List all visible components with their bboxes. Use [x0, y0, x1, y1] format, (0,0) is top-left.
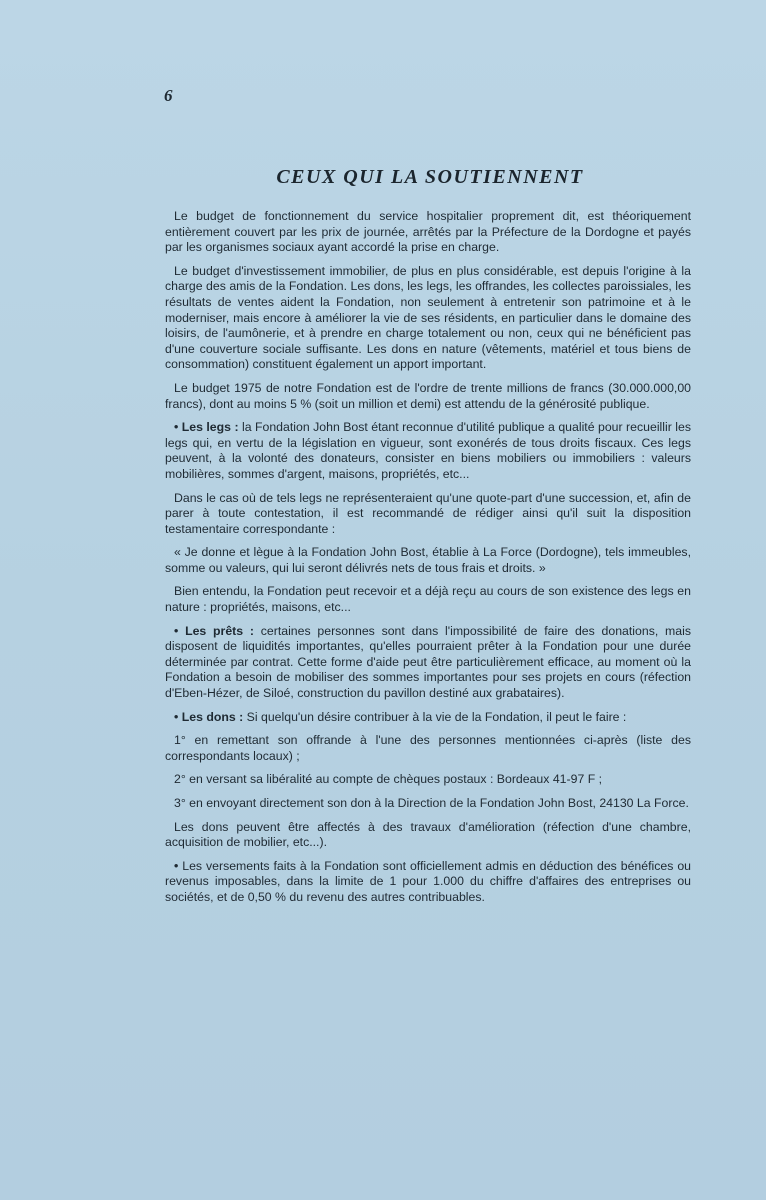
paragraph-text: Les versements faits à la Fondation sont officiellement admis en déduction des bénéfices ou revenus imposables, dans la limite de 1 pour 1.000 du chiffre d'affaires des entreprises ou sociétés, et de 0,50 % du revenu des autres contribuables. — [165, 858, 691, 904]
paragraph-3: Le budget 1975 de notre Fondation est de l'ordre de trente millions de francs (30.000.000,00 francs), dont au moins 5 % (soit un million et demi) est attendu de la générosité publique. — [165, 380, 691, 411]
bullet-icon: • — [174, 420, 179, 435]
section-lead-prets: Les prêts : — [185, 623, 254, 638]
section-lead-legs: Les legs : — [181, 420, 239, 435]
paragraph-quote: « Je donne et lègue à la Fondation John Bost, établie à La Force (Dordogne), tels immeubles, somme ou valeurs, qui lui seront délivrés nets de tous frais et droits. » — [165, 545, 691, 575]
paragraph-dons — [165, 710, 691, 726]
paragraph-text: certaines personnes sont dans l'impossibilité de faire des donations, mais disposent de liquidités importantes, qu'elles pourraient prêter à la Fondation pour une durée déterminée par contrat. Cette forme d'aide peut être particulièrement efficace, au moment où la Fondation a besoin de mobiliser des sommes importantes pour ses projets en cours (réfection d'Eben-Hézer, de Siloé, construction du pavillon destiné aux grabataires). — [165, 623, 692, 701]
paragraph-legs — [165, 420, 691, 482]
page-number: 6 — [164, 86, 173, 105]
bullet-icon: • — [174, 858, 179, 873]
paragraph-7: Bien entendu, la Fondation peut recevoir et a déjà reçu au cours de son existence des legs en nature : propriétés, maisons, etc... — [165, 584, 691, 615]
paragraph-versements — [165, 859, 691, 906]
list-item-3: 3° en envoyant directement son don à la Direction de la Fondation John Bost, 24130 La Force. — [174, 796, 689, 810]
paragraph-1: Le budget de fonctionnement du service hospitalier proprement dit, est théoriquement entièrement couvert par les prix de journée, arrêtés par la Préfecture de la Dordogne et payés par les organismes sociaux ayant accordé la prise en charge. — [165, 209, 691, 255]
body-text — [165, 209, 691, 914]
paragraph-text: Si quelqu'un désire contribuer à la vie de la Fondation, il peut le faire : — [243, 709, 627, 724]
paragraph-text: la Fondation John Bost étant reconnue d'utilité publique a qualité pour recueillir les legs qui, en vertu de la législation en vigueur, sont exonérés de tous droits fiscaux. Ces legs peuvent, à la volonté des donateurs, consister en biens mobiliers ou immobiliers : valeurs mobilières, sommes d'argent, maisons, propriétés, etc... — [165, 420, 691, 481]
section-lead-dons: Les dons : — [181, 709, 244, 724]
paragraph-2: Le budget d'investissement immobilier, de plus en plus considérable, est depuis l'origine à la charge des amis de la Fondation. Les dons, les legs, les offrandes, les collectes paroissiales, les résultats de ventes aident la Fondation, non seulement à entretenir son patrimoine et à le moderniser, mais encore à améliorer la vie de ses résidents, en particulier dans le domaine des loisirs, de l'aumônerie, et à prendre en charge totalement ou non, ceux qui ne bénéficient pas d'une couverture sociale suffisante. Les dons en nature (vêtements, matériel et tous biens de consommation) constituent également un apport important. — [165, 263, 691, 372]
list-item-2: 2° en versant sa libéralité au compte de chèques postaux : Bordeaux 41-97 F ; — [174, 772, 603, 787]
paragraph-5: Dans le cas où de tels legs ne représenteraient qu'une quote-part d'une succession, et, afin de parer à toute contestation, il est recommandé de rédiger ainsi qu'il suit la disposition testamentaire correspondante : — [165, 490, 691, 536]
bullet-icon: • — [174, 709, 179, 724]
paragraph-13: Les dons peuvent être affectés à des travaux d'amélioration (réfection d'une chambre, acquisition de mobilier, etc...). — [165, 819, 691, 850]
bullet-icon: • — [174, 623, 179, 638]
paragraph-prets — [165, 624, 691, 702]
list-item-1: 1° en remettant son offrande à l'une des personnes mentionnées ci-après (liste des correspondants locaux) ; — [165, 733, 691, 763]
page-title: CEUX QUI LA SOUTIENNENT — [276, 166, 584, 188]
